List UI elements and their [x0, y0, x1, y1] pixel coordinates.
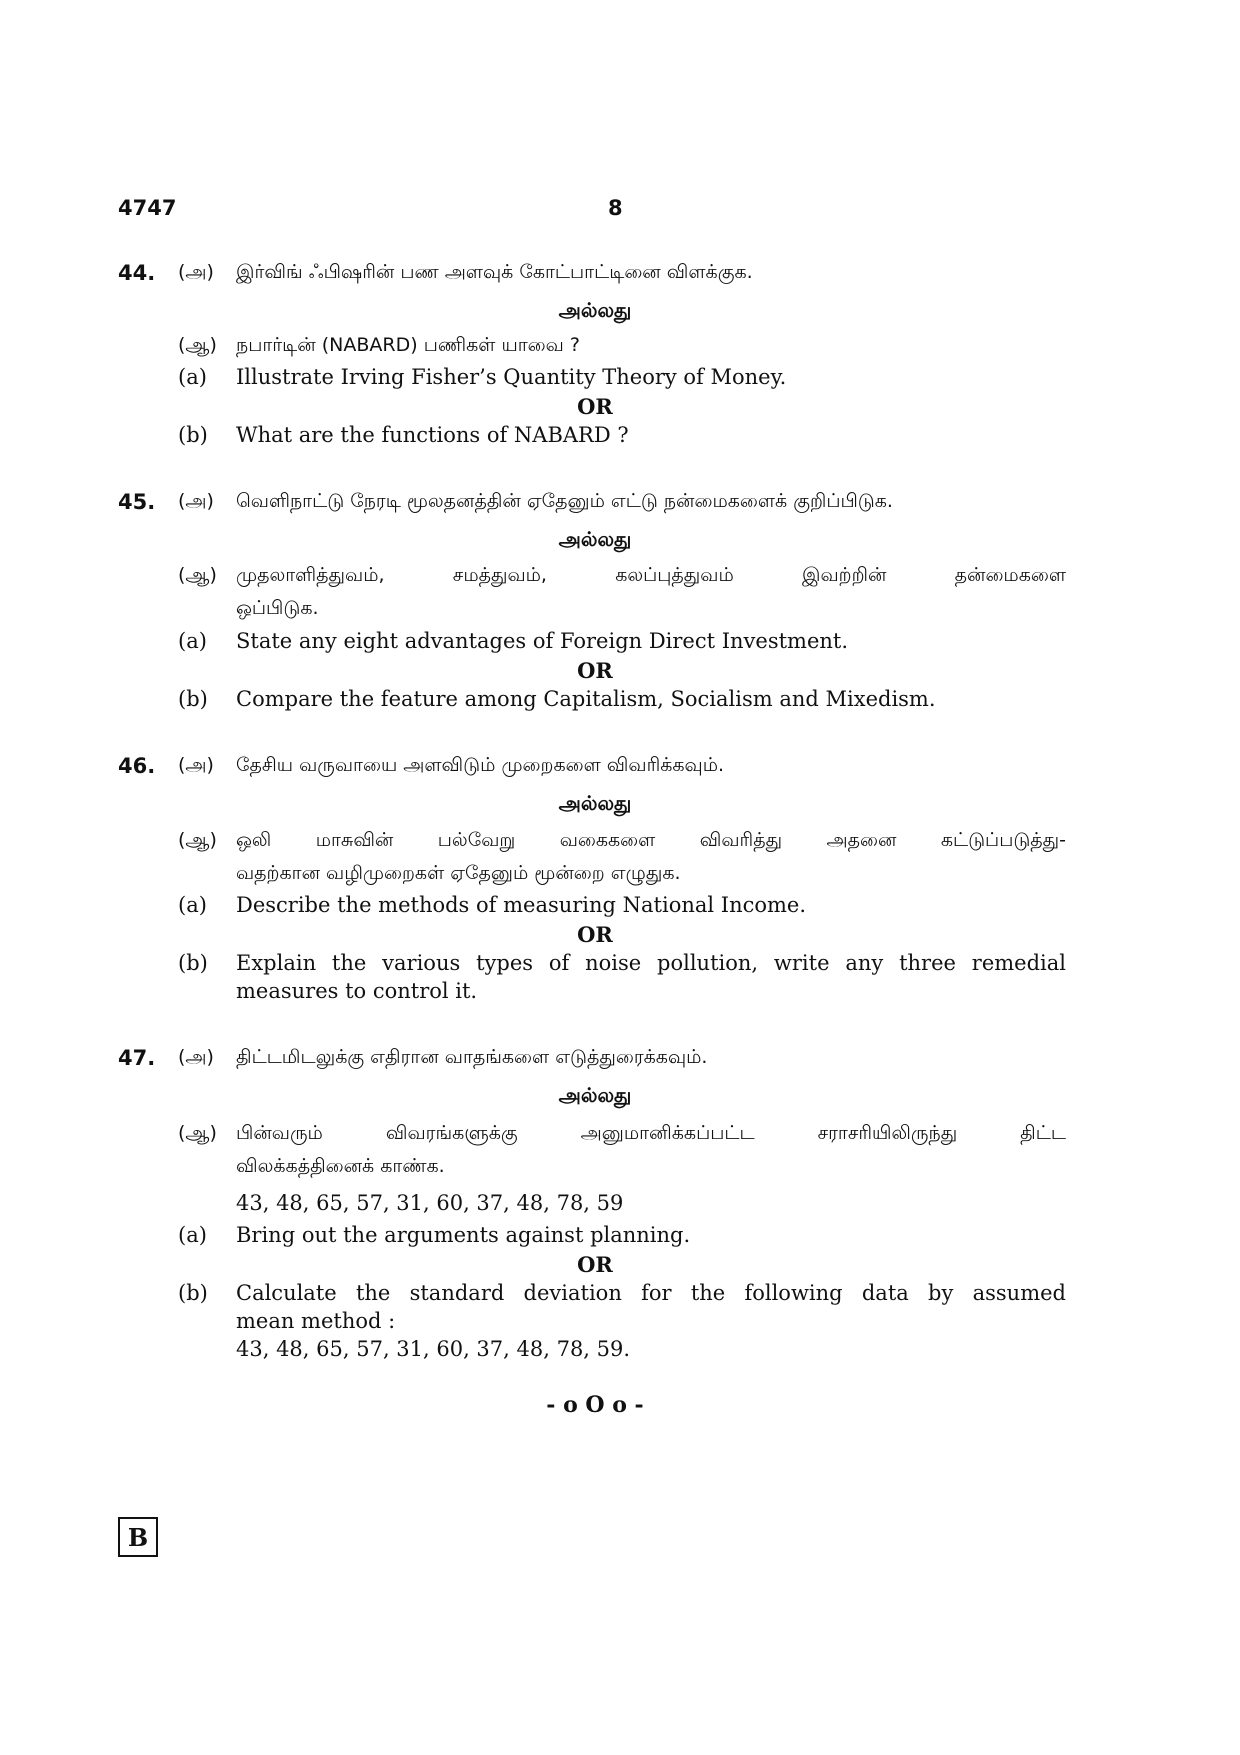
option-b-tamil-data: 43, 48, 65, 57, 31, 60, 37, 48, 78, 59: [236, 1191, 624, 1215]
option-b-english-marker: (b): [178, 687, 208, 711]
option-b-english-marker: (b): [178, 951, 208, 975]
option-b-english-line-1: Calculate the standard deviation for the following data by assumed: [236, 1281, 1066, 1305]
option-b-english-marker: (b): [178, 423, 208, 447]
or-english: OR: [577, 922, 613, 947]
option-b-english: Compare the feature among Capitalism, Socialism and Mixedism.: [236, 687, 936, 711]
option-a-tamil: திட்டமிடலுக்கு எதிரான வாதங்களை எடுத்துரைக்கவும்.: [236, 1046, 708, 1068]
or-english: OR: [577, 394, 613, 419]
option-a-tamil-marker: (அ): [178, 490, 214, 512]
or-tamil: அல்லது: [558, 1083, 632, 1107]
question-number: 46.: [118, 754, 156, 778]
option-a-english: State any eight advantages of Foreign Direct Investment.: [236, 629, 849, 653]
option-b-tamil-line-1: பின்வரும் விவரங்களுக்கு அனுமானிக்கப்பட்ட சராசரியிலிருந்து திட்ட: [236, 1122, 1066, 1144]
option-b-tamil-line-2: ஒப்பிடுக.: [236, 597, 319, 619]
option-a-tamil: வெளிநாட்டு நேரடி மூலதனத்தின் ஏதேனும் எட்டு நன்மைகளைக் குறிப்பிடுக.: [236, 490, 893, 512]
paper-code: 4747: [118, 196, 177, 220]
option-b-tamil-line-2: விலக்கத்தினைக் காண்க.: [236, 1155, 445, 1177]
option-a-english: Bring out the arguments against planning.: [236, 1223, 691, 1247]
option-b-tamil-line-1: முதலாளித்துவம், சமத்துவம், கலப்புத்துவம் இவற்றின் தன்மைகளை: [236, 564, 1066, 586]
option-a-english-marker: (a): [178, 893, 207, 917]
option-a-english: Describe the methods of measuring National Income.: [236, 893, 807, 917]
option-b-tamil-marker: (ஆ): [178, 564, 217, 586]
question-number: 47.: [118, 1046, 156, 1070]
end-mark: - o O o -: [546, 1392, 644, 1418]
option-b-english-line-2: mean method :: [236, 1309, 396, 1333]
option-a-tamil-marker: (அ): [178, 1046, 214, 1068]
option-a-english-marker: (a): [178, 365, 207, 389]
option-b-tamil-line-1: ஒலி மாசுவின் பல்வேறு வகைகளை விவரித்து அதனை கட்டுப்படுத்து-: [236, 829, 1066, 851]
set-label: B: [127, 1522, 149, 1552]
option-b-tamil-marker: (ஆ): [178, 1122, 217, 1144]
option-b-tamil-line-2: வதற்கான வழிமுறைகள் ஏதேனும் மூன்றை எழுதுக.: [236, 862, 681, 884]
option-a-tamil: தேசிய வருவாயை அளவிடும் முறைகளை விவரிக்கவும்.: [236, 754, 725, 776]
option-b-tamil-marker: (ஆ): [178, 334, 217, 356]
option-a-tamil-marker: (அ): [178, 754, 214, 776]
or-english: OR: [577, 1252, 613, 1277]
or-tamil: அல்லது: [558, 298, 632, 322]
option-a-english: Illustrate Irving Fisher’s Quantity Theory of Money.: [236, 365, 787, 389]
option-b-english-marker: (b): [178, 1281, 208, 1305]
page-number: 8: [608, 196, 623, 220]
or-tamil: அல்லது: [558, 791, 632, 815]
option-a-tamil-marker: (அ): [178, 261, 214, 283]
set-label-box: [118, 1517, 158, 1557]
or-tamil: அல்லது: [558, 527, 632, 551]
option-b-english: What are the functions of NABARD ?: [236, 423, 629, 447]
or-english: OR: [577, 658, 613, 683]
option-a-english-marker: (a): [178, 629, 207, 653]
option-b-english-line-3: 43, 48, 65, 57, 31, 60, 37, 48, 78, 59.: [236, 1337, 631, 1361]
option-b-tamil: நபார்டின் (NABARD) பணிகள் யாவை ?: [236, 334, 580, 356]
option-b-tamil-marker: (ஆ): [178, 829, 217, 851]
question-number: 44.: [118, 261, 156, 285]
option-b-english-line-2: measures to control it.: [236, 979, 478, 1003]
option-b-english-line-1: Explain the various types of noise pollution, write any three remedial: [236, 951, 1066, 975]
option-a-english-marker: (a): [178, 1223, 207, 1247]
option-a-tamil: இர்விங் ஃபிஷரின் பண அளவுக் கோட்பாட்டினை விளக்குக.: [236, 261, 753, 283]
question-number: 45.: [118, 490, 156, 514]
